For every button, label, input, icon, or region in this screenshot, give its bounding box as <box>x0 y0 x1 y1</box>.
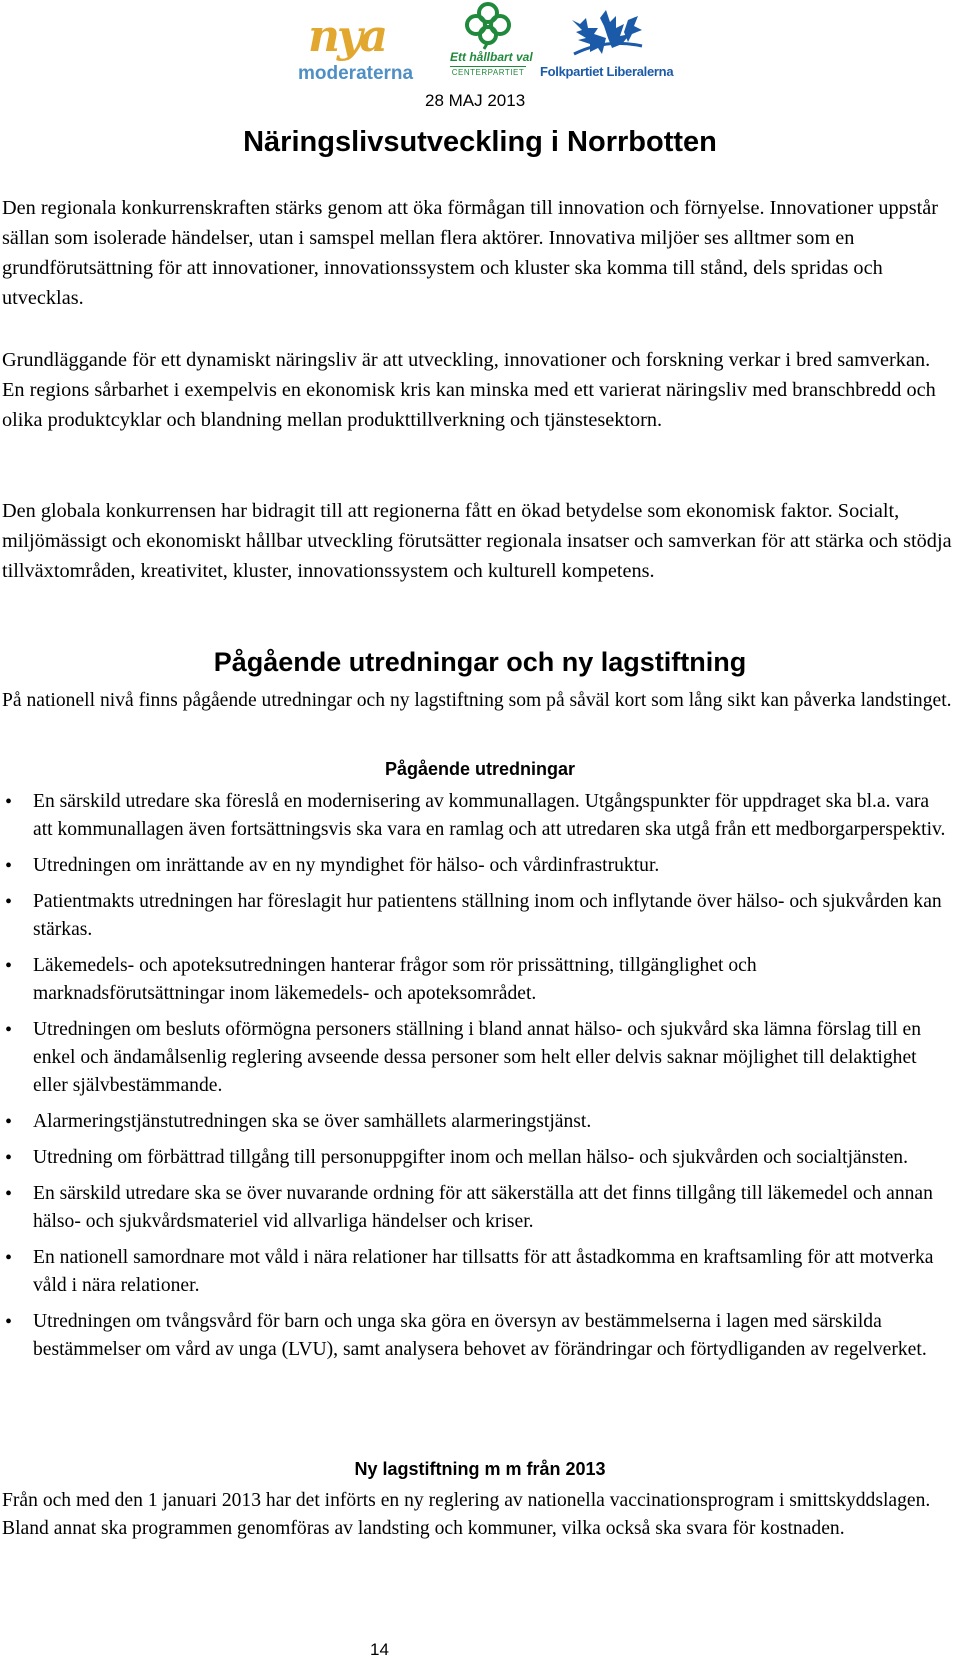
intro-paragraph-2: Grundläggande för ett dynamiskt näringsliv är att utveckling, innovationer och forskning verkar i bred samverkan. En regions sårbarhet i exempelvis en ekonomisk kris kan minska med ett varierat näringsliv med branschbredd och olika produktcyklar och blandning mellan produkttillverkning och tjänstesektorn. <box>2 349 936 431</box>
list-item: • En särskild utredare ska se över nuvarande ordning för att säkerställa att det finns tillgång till läkemedel och annan hälso- och sjukvårdsmateriel vid allvarliga händelser och kriser. <box>0 1180 950 1236</box>
subheading-new-legislation: Ny lagstiftning m m från 2013 <box>354 1459 606 1479</box>
logo-moderaterna-text: moderaterna <box>298 63 414 84</box>
logo-tagline: Ett hållbart val <box>450 50 533 64</box>
folkpartiet-liberalerna-logo <box>540 8 680 80</box>
list-item: • Utredningen om tvångsvård för barn och unga ska göra en översyn av bestämmelserna i lagen med särskilda bestämmelser om vård av unga (LVU), samt analysera behovet av förändringar och förtydliganden av regelverket. <box>0 1308 950 1364</box>
centerpartiet-logo <box>446 2 532 86</box>
list-item: • Läkemedels- och apoteksutredningen hanterar frågor som rör prissättning, tillgänglighet och marknadsförutsättningar inom läkemedels- och apoteksområdet. <box>0 952 950 1008</box>
logo-folkpartiet-text: Folkpartiet Liberalerna <box>540 64 674 79</box>
list-item: • Utredningen om inrättande av en ny myndighet för hälso- och vårdinfrastruktur. <box>0 852 950 880</box>
section-intro: På nationell nivå finns pågående utredningar och ny lagstiftning som på såväl kort som lång sikt kan påverka landstinget. <box>2 690 952 711</box>
list-item: • Patientmakts utredningen har föreslagit hur patientens ställning inom och inflytande över hälso- och sjukvården kan stärkas. <box>0 888 950 944</box>
closing-paragraph: Från och med den 1 januari 2013 har det införts en ny reglering av nationella vaccinationsprogram i smittskyddslagen. Bland annat ska programmen genomföras av landsting och kommuner, vilka också ska svara för kostnaden. <box>2 1490 931 1539</box>
cornflower-icon <box>568 8 644 58</box>
list-item: • En särskild utredare ska föreslå en modernisering av kommunallagen. Utgångspunkter för uppdraget ska bl.a. vara att kommunallagen även fortsättningsvis ska vara en ramlag och att utredaren ska utgå från ett medborgarperspektiv. <box>0 788 950 844</box>
header-logos <box>0 0 960 100</box>
list-item: • Alarmeringstjänstutredningen ska se över samhällets alarmeringstjänst. <box>0 1108 950 1136</box>
list-item: • Utredning om förbättrad tillgång till personuppgifter inom och mellan hälso- och sjukvården och socialtjänsten. <box>0 1144 950 1172</box>
intro-paragraph-3: Den globala konkurrensen har bidragit till att regionerna fått en ökad betydelse som ekonomisk faktor. Socialt, miljömässigt och ekonomiskt hållbar utveckling förutsätter regionala insatser och samverkan för att stärka och stödja tillväxtområden, kreativitet, kluster, innovationssystem och kulturell kompetens. <box>2 500 952 582</box>
page-title: Näringslivsutveckling i Norrbotten <box>243 126 717 158</box>
page-number: 14 <box>370 1640 389 1659</box>
section-heading: Pågående utredningar och ny lagstiftning <box>213 647 747 677</box>
logo-nya-text: nya <box>308 11 386 62</box>
document-date: 28 MAJ 2013 <box>425 91 526 110</box>
clover-icon <box>460 2 516 50</box>
list-item: • Utredningen om besluts oförmögna personers ställning i bland annat hälso- och sjukvård ska lämna förslag till en enkel och ändamålsenlig reglering avseende dessa personer som helt eller delvis saknar möjlighet till delaktighet eller självbestämmande. <box>0 1016 950 1100</box>
logo-centerpartiet-text: CENTERPARTIET <box>451 68 525 77</box>
list-item: • En nationell samordnare mot våld i nära relationer har tillsatts för att åstadkomma en kraftsamling för att motverka våld i nära relationer. <box>0 1244 950 1300</box>
intro-paragraph-1: Den regionala konkurrenskraften stärks genom att öka förmågan till innovation och förnyelse. Innovationer uppstår sällan som isolerade händelser, utan i samspel mellan flera aktörer. Innovativa miljöer ses alltmer som en grundförutsättning för att innovationer, innovationssystem och kluster ska komma till stånd, dels spridas och utvecklas. <box>2 197 939 309</box>
subheading-ongoing-inquiries: Pågående utredningar <box>384 759 576 779</box>
nya-moderaterna-logo <box>298 12 428 82</box>
inquiries-list <box>0 788 950 1372</box>
